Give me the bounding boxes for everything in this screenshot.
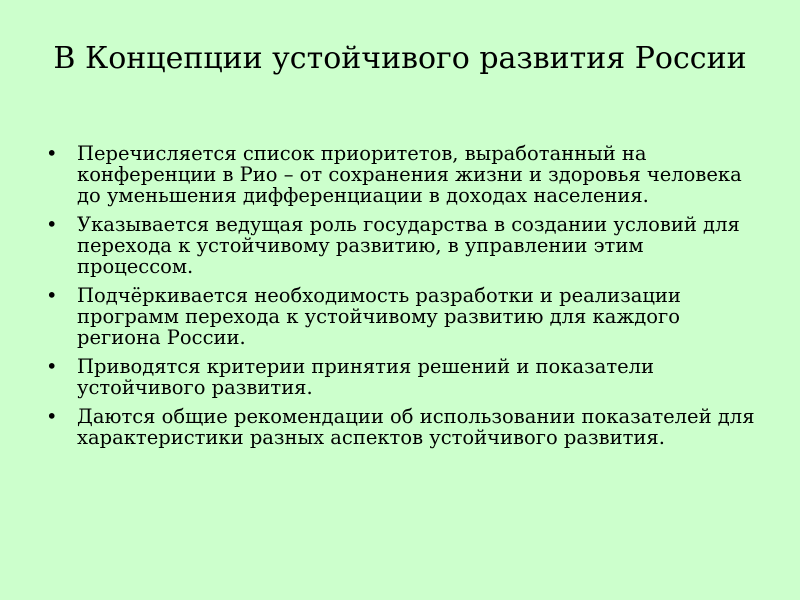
bullet-marker: • <box>46 284 58 307</box>
bullet-marker: • <box>46 213 58 236</box>
bullet-text: Перечисляется список приоритетов, выработанный на конференции в Рио – от сохранения жизни и здоровья человека до уменьшения дифференциации в доходах населения. <box>77 142 742 207</box>
bullet-item <box>44 285 764 348</box>
bullet-item <box>44 143 764 206</box>
slide-title: В Концепции устойчивого развития России <box>53 41 747 76</box>
bullet-list <box>44 143 764 456</box>
bullet-marker: • <box>46 405 58 428</box>
bullet-item <box>44 406 764 448</box>
bullet-text: Подчёркивается необходимость разработки и реализации программ перехода к устойчивому развитию для каждого региона России. <box>77 284 681 349</box>
bullet-text: Даются общие рекомендации об использовании показателей для характеристики разных аспектов устойчивого развития. <box>77 405 755 449</box>
bullet-item <box>44 356 764 398</box>
bullet-marker: • <box>46 142 58 165</box>
bullet-marker: • <box>46 355 58 378</box>
bullet-text: Указывается ведущая роль государства в создании условий для перехода к устойчивому развитию, в управлении этим процессом. <box>77 213 740 278</box>
bullet-text: Приводятся критерии принятия решений и показатели устойчивого развития. <box>77 355 655 399</box>
bullet-item <box>44 214 764 277</box>
